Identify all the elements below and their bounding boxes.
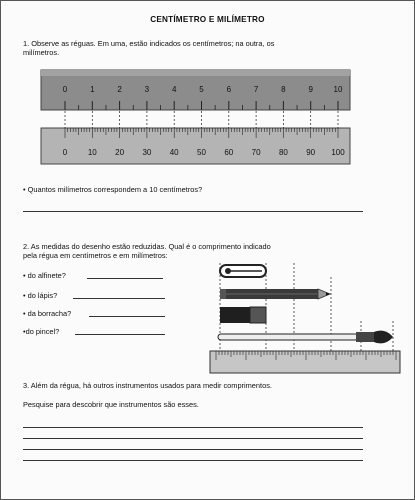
q2-item-pencil: • do lápis? bbox=[23, 291, 58, 300]
q3-text-line2: Pesquise para descobrir que instrumentos são esses. bbox=[23, 400, 199, 409]
mm-label: 0 bbox=[62, 148, 68, 157]
small-ruler bbox=[210, 351, 400, 373]
q2-text-line2: pela régua em centímetros e em milímetros: bbox=[23, 251, 168, 260]
rulers-illustration bbox=[1, 61, 414, 171]
eraser-answer-line[interactable] bbox=[89, 316, 165, 317]
cm-label: 10 bbox=[333, 85, 343, 94]
q3-answer-line-2[interactable] bbox=[23, 438, 363, 439]
mm-label: 70 bbox=[251, 148, 261, 157]
pencil-answer-line[interactable] bbox=[73, 298, 165, 299]
cm-label: 0 bbox=[62, 85, 68, 94]
q2-text-line1: 2. As medidas do desenho estão reduzidas. Qual é o comprimento indicado bbox=[23, 242, 271, 251]
mm-label: 30 bbox=[142, 148, 152, 157]
mm-ruler bbox=[41, 128, 350, 164]
q2-item-pin: • do alfinete? bbox=[23, 271, 66, 280]
safety-pin-icon bbox=[220, 265, 266, 277]
cm-label: 9 bbox=[308, 85, 313, 94]
q3-answer-line-1[interactable] bbox=[23, 427, 363, 428]
mm-label: 50 bbox=[197, 148, 206, 157]
cm-label: 8 bbox=[281, 85, 286, 94]
q1-text-line1: 1. Observe as réguas. Em uma, estão indicados os centímetros; na outra, os bbox=[23, 39, 275, 48]
cm-label: 5 bbox=[199, 85, 204, 94]
ruler-guide-lines bbox=[65, 111, 338, 128]
mm-label: 90 bbox=[306, 148, 316, 157]
q1-text-line2: milímetros. bbox=[23, 48, 60, 57]
eraser-icon bbox=[220, 307, 266, 323]
cm-label: 6 bbox=[226, 85, 232, 94]
cm-label: 7 bbox=[253, 85, 259, 94]
q3-answer-line-3[interactable] bbox=[23, 449, 363, 450]
mm-label: 60 bbox=[224, 148, 234, 157]
brush-answer-line[interactable] bbox=[75, 334, 165, 335]
q3-answer-line-4[interactable] bbox=[23, 460, 363, 461]
mm-label: 20 bbox=[115, 148, 125, 157]
q1-question: • Quantos milímetros correspondem a 10 centímetros? bbox=[23, 185, 203, 194]
q1-answer-line[interactable] bbox=[23, 211, 363, 212]
mm-label: 40 bbox=[169, 148, 179, 157]
cm-label: 2 bbox=[117, 85, 122, 94]
q2-item-brush: •do pincel? bbox=[23, 327, 60, 336]
cm-label: 4 bbox=[171, 85, 177, 94]
paint-brush-icon bbox=[218, 331, 393, 344]
q3-text-line1: 3. Além da régua, há outros instrumentos usados para medir comprimentos. bbox=[23, 381, 272, 390]
pin-answer-line[interactable] bbox=[87, 278, 163, 279]
cm-label: 3 bbox=[144, 85, 150, 94]
page-title: CENTÍMETRO E MILÍMETRO bbox=[150, 15, 265, 24]
cm-label: 1 bbox=[90, 85, 95, 94]
mm-label: 80 bbox=[278, 148, 288, 157]
q2-item-eraser: • da borracha? bbox=[23, 309, 72, 318]
mm-label: 10 bbox=[87, 148, 97, 157]
objects-illustration bbox=[206, 259, 406, 377]
pencil-icon bbox=[220, 289, 330, 299]
mm-label: 100 bbox=[331, 148, 345, 157]
